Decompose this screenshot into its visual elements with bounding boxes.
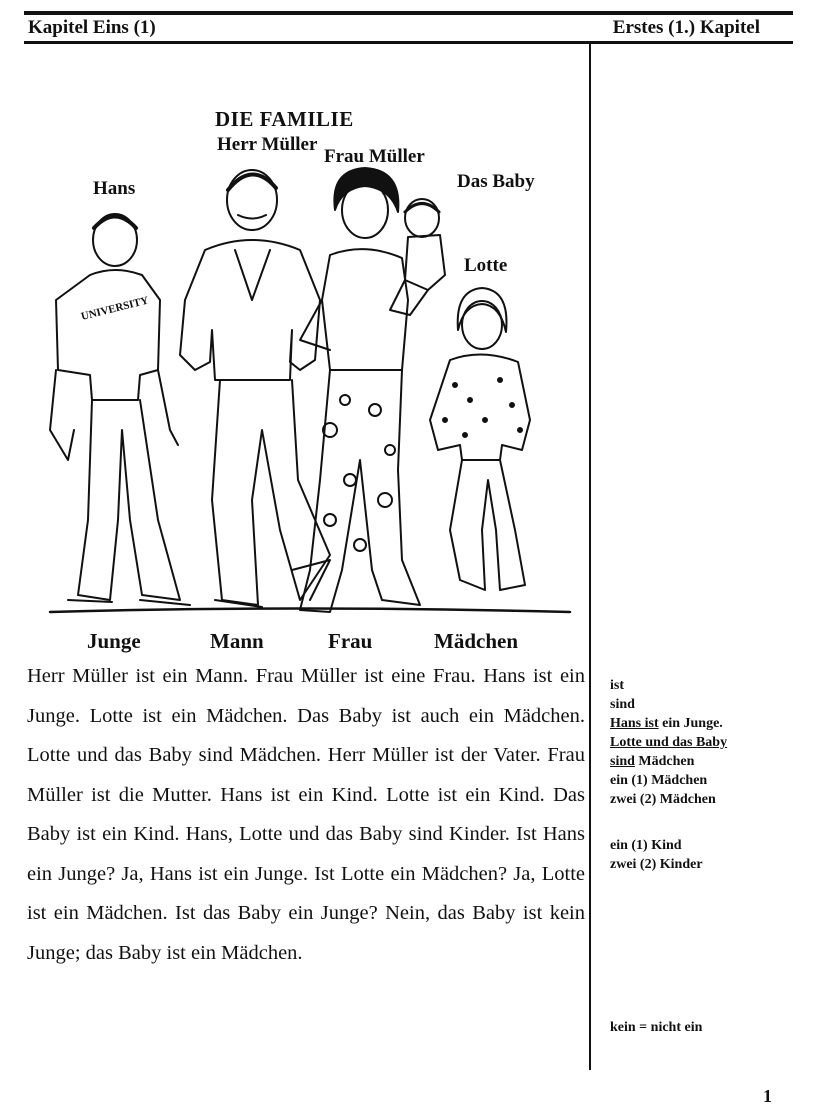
note-zwei-maedchen: zwei (2) Mädchen	[610, 792, 716, 807]
label-frau-mueller: Frau Müller	[324, 146, 425, 167]
note-ist: ist	[610, 678, 624, 693]
caption-junge: Junge	[87, 629, 141, 653]
header-chapter-right: Erstes (1.) Kapitel	[612, 17, 760, 38]
lotte-figure	[430, 288, 530, 590]
label-hans: Hans	[93, 178, 136, 199]
page-number: 1	[763, 1086, 772, 1106]
note-kein: kein = nicht ein	[610, 1020, 703, 1035]
header-chapter-left: Kapitel Eins (1)	[28, 17, 156, 38]
frau-mueller-figure	[300, 168, 420, 612]
note-example-hans-subject: Hans ist	[610, 716, 659, 731]
note-example-hans	[610, 714, 727, 733]
herr-mueller-figure	[180, 170, 330, 607]
label-lotte: Lotte	[464, 255, 508, 276]
sidebar-kein-note	[610, 1018, 702, 1037]
note-sind: sind	[610, 697, 635, 712]
reading-passage	[27, 657, 585, 973]
caption-mann: Mann	[210, 629, 264, 653]
note-example-lotte-verb: sind	[610, 754, 635, 769]
column-divider	[589, 44, 591, 1070]
label-herr-mueller: Herr Müller	[217, 134, 318, 155]
caption-frau: Frau	[328, 629, 373, 653]
passage-text: Herr Müller ist ein Mann. Frau Müller ist eine Frau. Hans ist ein Junge. Lotte ist ein Mädchen. Das Baby ist auch ein Mädchen. Lotte und das Baby sind Mädchen. Herr Müller ist der Vater. Frau Müller ist die Mutter. Hans ist ein Kind. Lotte ist ein Kind. Das Baby ist ein Kind. Hans, Lotte und das Baby sind Kinder. Ist Hans ein Junge? Ja, Hans ist ein Junge. Ist Lotte ein Mädchen? Ja, Lotte ist ein Mädchen. Ist das Baby ein Junge? Nein, das Baby ist kein Junge; das Baby ist ein Mädchen.	[27, 665, 585, 964]
label-das-baby: Das Baby	[457, 171, 535, 192]
sidebar-grammar-notes	[610, 676, 727, 809]
note-ein-maedchen: ein (1) Mädchen	[610, 773, 708, 788]
svg-text:UNIVERSITY: UNIVERSITY	[79, 294, 150, 323]
note-example-lotte	[610, 733, 727, 752]
note-example-lotte-subject: Lotte und das Baby	[610, 735, 728, 750]
note-zwei-kinder: zwei (2) Kinder	[610, 857, 703, 872]
note-example-hans-rest: ein Junge.	[658, 716, 723, 731]
sidebar-kind-notes	[610, 836, 703, 874]
hans-figure	[50, 214, 190, 605]
header-bottom-rule	[24, 41, 793, 44]
caption-maedchen: Mädchen	[434, 629, 518, 653]
top-rule	[24, 11, 793, 15]
note-example-lotte-cont	[610, 752, 727, 771]
note-example-lotte-rest: Mädchen	[634, 754, 695, 769]
illustration-title: DIE FAMILIE	[215, 107, 354, 131]
note-ein-kind: ein (1) Kind	[610, 838, 682, 853]
